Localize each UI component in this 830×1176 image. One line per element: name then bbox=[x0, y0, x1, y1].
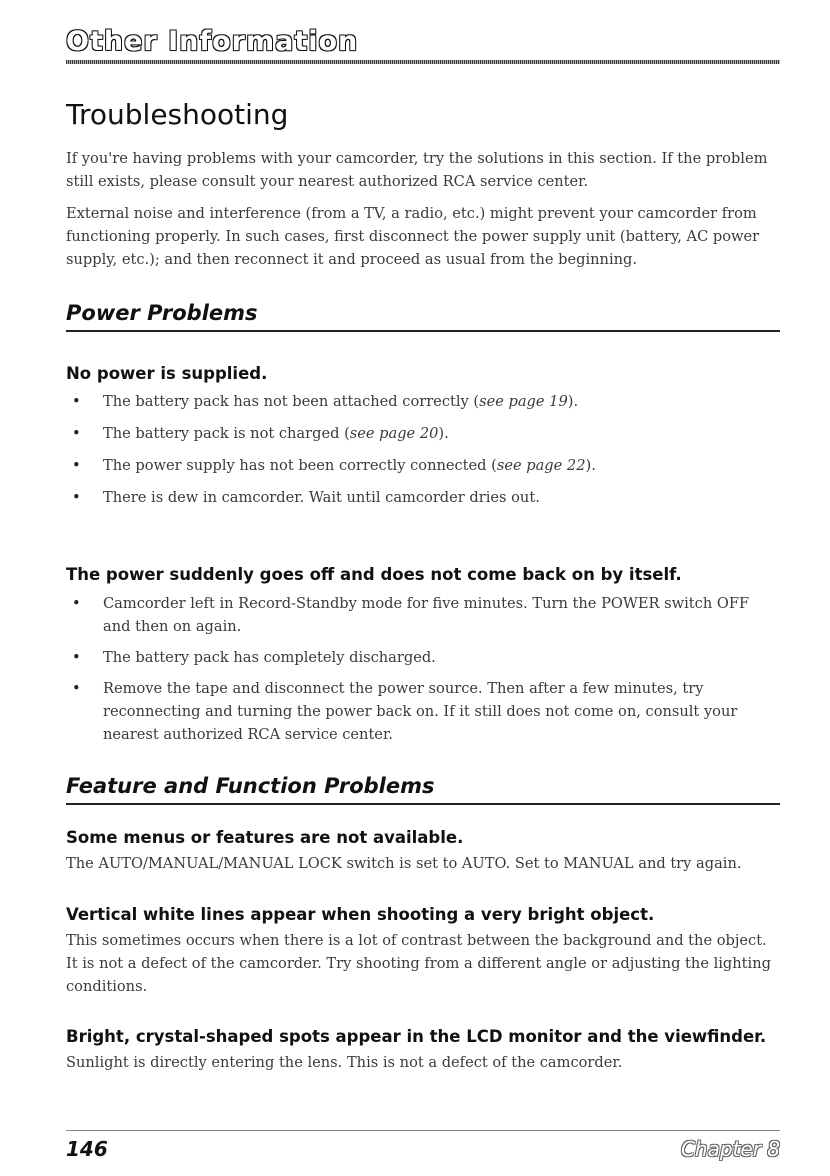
bullet-dot-icon: • bbox=[72, 425, 81, 442]
bright-spots-heading: Bright, crystal-shaped spots appear in the LCD monitor and the viewfinder. bbox=[66, 1027, 767, 1046]
no-power-list bbox=[66, 390, 780, 509]
bullet-dot-icon: • bbox=[72, 489, 81, 506]
page-number: 146 bbox=[66, 1137, 108, 1161]
bright-spots-text: Sunlight is directly entering the lens. This is not a defect of the camcorder. bbox=[66, 1054, 623, 1071]
bullet-dot-icon: • bbox=[72, 680, 81, 697]
power-problems-heading: Power Problems bbox=[66, 301, 258, 325]
page-title: Troubleshooting bbox=[66, 98, 289, 131]
intro-paragraph-2: External noise and interference (from a TV, a radio, etc.) might prevent your camcorder from functioning properly. In such cases, first disconnect the power supply unit (battery, AC power supply, etc.); and then reconnect it and proceed as usual from the beginning. bbox=[66, 205, 760, 268]
no-power-heading: No power is supplied. bbox=[66, 364, 268, 383]
menus-heading: Some menus or features are not available. bbox=[66, 828, 464, 847]
power-problems-rule bbox=[66, 330, 780, 332]
white-lines-heading: Vertical white lines appear when shooting a very bright object. bbox=[66, 905, 655, 924]
section-header: Other Information bbox=[66, 26, 359, 57]
feature-problems-rule bbox=[66, 803, 780, 805]
footer-rule bbox=[66, 1130, 780, 1131]
power-goes-off-list bbox=[66, 592, 780, 746]
list-item: • The battery pack has completely discharged. bbox=[66, 646, 780, 669]
power-goes-off-heading: The power suddenly goes off and does not come back on by itself. bbox=[66, 565, 682, 584]
list-item: • The battery pack is not charged (see page 20). bbox=[66, 422, 780, 445]
intro-paragraph-1: If you're having problems with your camcorder, try the solutions in this section. If the problem still exists, please consult your nearest authorized RCA service center. bbox=[66, 150, 768, 190]
bullet-dot-icon: • bbox=[72, 393, 81, 410]
feature-problems-heading: Feature and Function Problems bbox=[66, 774, 435, 798]
list-item: • The power supply has not been correctly connected (see page 22). bbox=[66, 454, 780, 477]
white-lines-text: This sometimes occurs when there is a lot of contrast between the background and the object. It is not a defect of the camcorder. Try shooting from a different angle or adjusting the lighting conditions. bbox=[66, 932, 771, 995]
list-item: • Remove the tape and disconnect the power source. Then after a few minutes, try reconnecting and turning the power back on. If it still does not come on, consult your nearest authorized RCA service center. bbox=[66, 677, 780, 746]
list-item: • The battery pack has not been attached correctly (see page 19). bbox=[66, 390, 780, 413]
list-item: • There is dew in camcorder. Wait until camcorder dries out. bbox=[66, 486, 780, 509]
list-item: • Camcorder left in Record-Standby mode for five minutes. Turn the POWER switch OFF and then on again. bbox=[66, 592, 780, 638]
header-rule bbox=[66, 60, 780, 64]
bullet-dot-icon: • bbox=[72, 457, 81, 474]
menus-text: The AUTO/MANUAL/MANUAL LOCK switch is set to AUTO. Set to MANUAL and try again. bbox=[66, 855, 742, 872]
chapter-label: Chapter 8 bbox=[680, 1137, 780, 1161]
bullet-dot-icon: • bbox=[72, 595, 81, 612]
bullet-dot-icon: • bbox=[72, 649, 81, 666]
